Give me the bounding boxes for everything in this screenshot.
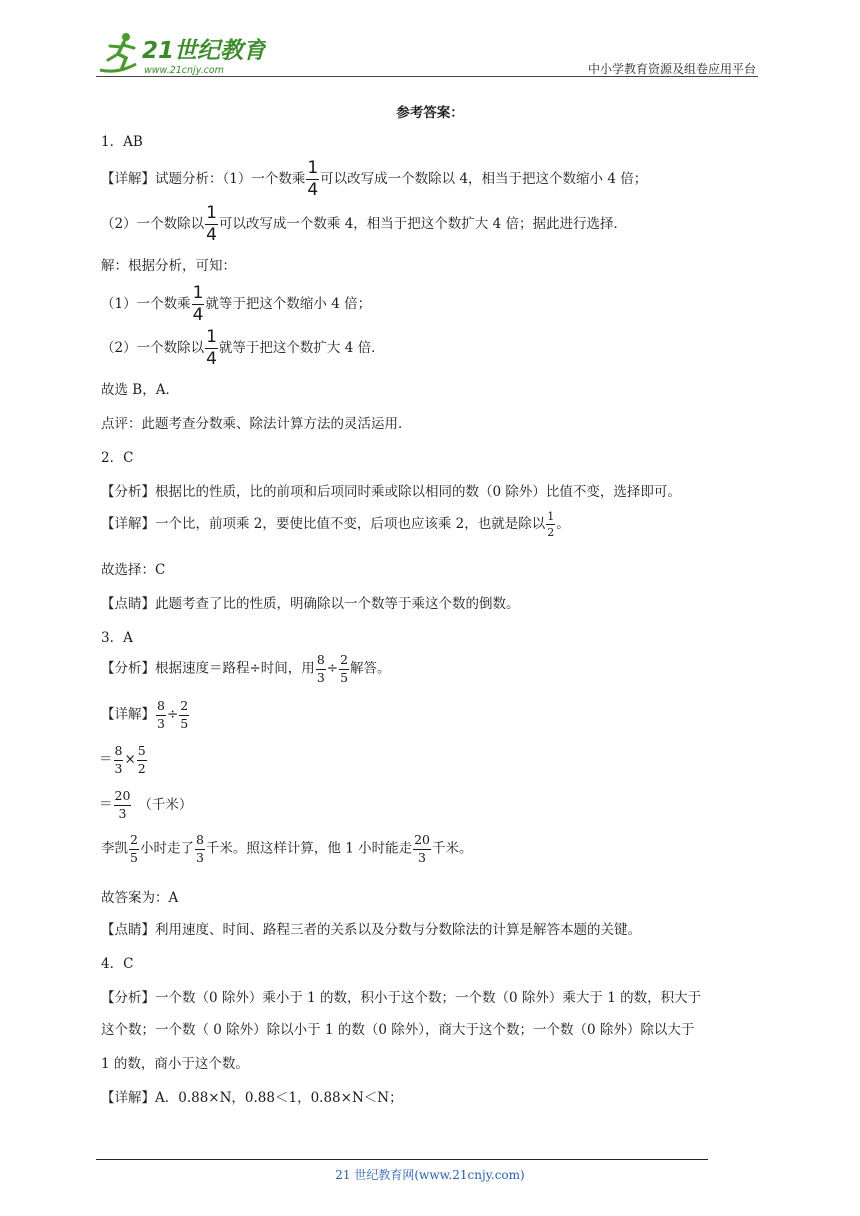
q1-detail-line-2 (101, 205, 627, 244)
platform-name: 中小学教育资源及组卷应用平台 (587, 62, 756, 76)
q1-comment: 点评：此题考查分数乘、除法计算方法的灵活运用． (101, 416, 412, 432)
operator: ＝ (99, 751, 113, 768)
text: （1）一个数乘 (101, 296, 191, 312)
fraction-eight-thirds: $\frac{8}{3}$ (195, 832, 204, 865)
text: （2）一个数除以 (101, 216, 205, 232)
q4-number: 4．C (101, 956, 134, 972)
q3-analysis (101, 654, 391, 684)
fraction-one-quarter: $\frac{1}{4}$ (192, 283, 204, 325)
q1-number: 1．AB (101, 134, 143, 150)
header-divider (96, 76, 758, 77)
text: 【详解】一个比，前项乘 2，要使比值不变，后项也应该乘 2，也就是除以 (101, 516, 546, 532)
text: 【分析】根据速度＝路程÷时间，用 (101, 660, 315, 677)
text: 。 (556, 516, 570, 532)
q3-detail-step-2 (99, 745, 148, 775)
operator: × (124, 751, 136, 768)
q1-solution-line-1 (101, 285, 371, 324)
fraction-twenty-thirds: $\frac{20}{3}$ (414, 832, 430, 865)
operator: ÷ (326, 660, 339, 677)
text: 可以改写成一个数乘 4，相当于把这个数扩大 4 倍；据此进行选择． (218, 216, 627, 232)
svg-text:21世纪教育: 21世纪教育 (142, 38, 266, 64)
page-footer: 21 世纪教育网(www.21cnjy.com) (335, 1168, 525, 1182)
q2-number: 2．C (101, 450, 134, 466)
text: 解答。 (350, 660, 391, 677)
text: 千米。 (431, 840, 473, 857)
fraction-five-halves: $\frac{5}{2}$ (137, 743, 146, 776)
q3-answer: 故答案为：A (101, 890, 179, 906)
q2-comment: 【点睛】此题考查了比的性质，明确除以一个数等于乘这个数的倒数。 (101, 596, 520, 612)
unit-label: （千米） (138, 796, 193, 813)
q3-comment: 【点睛】利用速度、时间、路程三者的关系以及分数与分数除法的计算是解答本题的关键。 (101, 922, 641, 938)
footer-divider (96, 1159, 708, 1160)
text: 千米。照这样计算，他 1 小时能走 (205, 840, 413, 857)
q4-analysis-line-2: 这个数；一个数（ 0 除外）除以小于 1 的数（0 除外），商大于这个数；一个数（0 除外）除以大于 (101, 1022, 695, 1038)
text: 【详解】 (101, 706, 155, 723)
fraction-one-quarter: $\frac{1}{4}$ (307, 158, 319, 200)
q4-analysis-line-3: 1 的数，商小于这个数。 (101, 1056, 249, 1072)
q3-number: 3．A (101, 630, 133, 646)
fraction-one-half: $\frac{1}{2}$ (547, 510, 555, 539)
fraction-eight-thirds: $\frac{8}{3}$ (157, 698, 165, 731)
fraction-eight-thirds: $\frac{8}{3}$ (114, 743, 123, 776)
fraction-eight-thirds: $\frac{8}{3}$ (316, 652, 325, 685)
fraction-one-quarter: $\frac{1}{4}$ (206, 203, 217, 245)
fraction-twenty-thirds: $\frac{20}{3}$ (114, 788, 131, 821)
page-title: 参考答案： (396, 105, 464, 121)
text: 就等于把这个数缩小 4 倍； (205, 296, 372, 312)
text: 小时走了 (139, 840, 194, 857)
operator: ÷ (166, 706, 179, 723)
site-logo (96, 30, 266, 78)
q3-detail-step-1 (101, 700, 190, 730)
q1-solution-line-2 (101, 329, 385, 368)
text: 【详解】试题分析：（1）一个数乘 (101, 171, 306, 187)
q1-choice: 故选 B，A． (101, 382, 179, 398)
q4-detail-line-1: 【详解】A．0.88×N，0.88＜1，0.88×N＜N； (101, 1090, 403, 1106)
fraction-one-quarter: $\frac{1}{4}$ (206, 327, 217, 369)
operator: ＝ (99, 796, 113, 813)
q3-detail-result (99, 790, 192, 820)
runner-icon (100, 33, 136, 71)
text: （2）一个数除以 (101, 340, 205, 356)
text: 就等于把这个数扩大 4 倍． (218, 340, 385, 356)
q2-detail (101, 511, 570, 538)
q2-analysis: 【分析】根据比的性质，比的前项和后项同时乘或除以相同的数（0 除外）比值不变，选择即可。 (101, 484, 681, 500)
fraction-two-fifths: $\frac{2}{5}$ (340, 652, 349, 685)
q4-analysis-line-1: 【分析】一个数（0 除外）乘小于 1 的数，积小于这个数；一个数（0 除外）乘大于 1 的数，积大于 (101, 990, 702, 1006)
q1-detail-line (101, 160, 647, 199)
svg-text:www.21cnjy.com: www.21cnjy.com (144, 65, 224, 76)
text: 李凯 (101, 840, 128, 857)
page-header (96, 30, 756, 80)
q3-summary (101, 834, 472, 864)
q2-choice: 故选择：C (101, 562, 166, 578)
fraction-two-fifths: $\frac{2}{5}$ (130, 832, 138, 865)
q1-solution-intro: 解：根据分析，可知： (101, 258, 236, 274)
text: 可以改写成一个数除以 4，相当于把这个数缩小 4 倍； (320, 171, 648, 187)
fraction-two-fifths: $\frac{2}{5}$ (180, 698, 189, 731)
